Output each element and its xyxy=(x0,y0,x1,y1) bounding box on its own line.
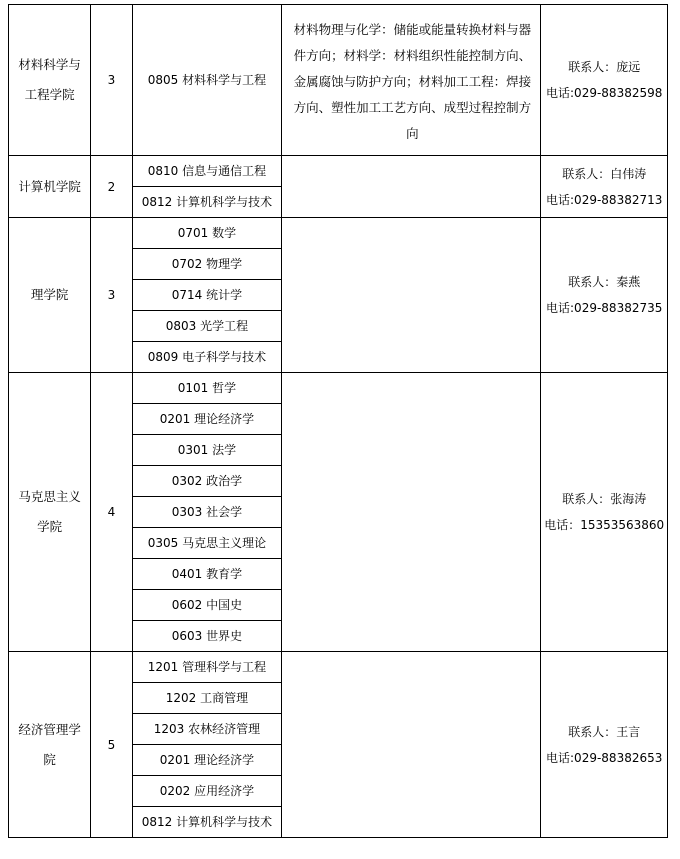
research-directions xyxy=(282,185,540,189)
research-directions-cell xyxy=(282,373,541,652)
college-cell xyxy=(9,652,91,838)
admissions-table xyxy=(8,4,668,838)
major-cell: 0603 世界史 xyxy=(132,621,282,652)
table-row xyxy=(9,373,668,404)
major-cell: 0202 应用经济学 xyxy=(132,776,282,807)
table-row xyxy=(9,5,668,156)
college-name: 材料科学与工程学院 xyxy=(18,57,81,102)
major-cell: 0201 理论经济学 xyxy=(132,404,282,435)
major-cell: 0303 社会学 xyxy=(132,497,282,528)
contact-person: 联系人：张海涛 xyxy=(562,492,647,506)
research-directions xyxy=(282,743,540,747)
major-cell: 0810 信息与通信工程 xyxy=(132,156,282,187)
contact-phone: 电话:029-88382598 xyxy=(546,86,663,100)
contact-person: 联系人：白伟涛 xyxy=(562,166,647,181)
major-cell: 0805 材料科学与工程 xyxy=(132,5,282,156)
college-name: 计算机学院 xyxy=(18,178,81,194)
table-row xyxy=(9,218,668,249)
enrollment-count: 3 xyxy=(91,5,132,156)
contact-cell xyxy=(541,5,668,156)
admissions-table-body xyxy=(9,5,668,838)
contact-person: 联系人：庞远 xyxy=(568,60,641,74)
table-row xyxy=(9,652,668,683)
major-cell: 0702 物理学 xyxy=(132,249,282,280)
research-directions-cell xyxy=(282,652,541,838)
research-directions: 材料物理与化学：储能或能量转换材料与器件方向；材料学：材料组织性能控制方向、金属腐蚀与防护方向；材料加工工程：焊接方向、塑性加工工艺方向、成型过程控制方向 xyxy=(293,22,532,141)
contact-phone: 电话：15353563860 xyxy=(544,518,665,532)
major-cell: 0714 统计学 xyxy=(132,280,282,311)
college-name: 马克思主义学院 xyxy=(18,489,81,534)
contact-person: 联系人：王言 xyxy=(568,724,641,739)
college-name: 理学院 xyxy=(30,287,69,302)
college-cell xyxy=(9,156,91,218)
college-name: 经济管理学院 xyxy=(18,721,81,767)
table-row xyxy=(9,156,668,187)
contact-phone: 电话:029-88382713 xyxy=(546,192,663,207)
enrollment-count: 3 xyxy=(91,218,132,373)
contact-cell xyxy=(541,652,668,838)
contact-phone: 电话:029-88382653 xyxy=(546,750,663,765)
research-directions-cell xyxy=(282,218,541,373)
research-directions-cell xyxy=(282,5,541,156)
research-directions-cell xyxy=(282,156,541,218)
major-cell: 1203 农林经济管理 xyxy=(132,714,282,745)
contact-cell xyxy=(541,218,668,373)
enrollment-count: 5 xyxy=(91,652,132,838)
major-cell: 0812 计算机科学与技术 xyxy=(132,187,282,218)
college-cell xyxy=(9,373,91,652)
major-cell: 0803 光学工程 xyxy=(132,311,282,342)
research-directions xyxy=(282,293,540,297)
enrollment-count: 4 xyxy=(91,373,132,652)
contact-phone: 电话:029-88382735 xyxy=(546,301,663,315)
major-cell: 1202 工商管理 xyxy=(132,683,282,714)
major-cell: 0301 法学 xyxy=(132,435,282,466)
major-cell: 0701 数学 xyxy=(132,218,282,249)
contact-cell xyxy=(541,373,668,652)
major-cell: 0812 计算机科学与技术 xyxy=(132,807,282,838)
contact-person: 联系人：秦燕 xyxy=(568,275,641,289)
major-cell: 0101 哲学 xyxy=(132,373,282,404)
research-directions xyxy=(282,510,540,514)
major-cell: 0809 电子科学与技术 xyxy=(132,342,282,373)
major-cell: 0201 理论经济学 xyxy=(132,745,282,776)
major-cell: 0602 中国史 xyxy=(132,590,282,621)
major-cell: 1201 管理科学与工程 xyxy=(132,652,282,683)
contact-cell xyxy=(541,156,668,218)
major-cell: 0401 教育学 xyxy=(132,559,282,590)
college-cell xyxy=(9,5,91,156)
major-cell: 0305 马克思主义理论 xyxy=(132,528,282,559)
college-cell xyxy=(9,218,91,373)
major-cell: 0302 政治学 xyxy=(132,466,282,497)
enrollment-count: 2 xyxy=(91,156,132,218)
